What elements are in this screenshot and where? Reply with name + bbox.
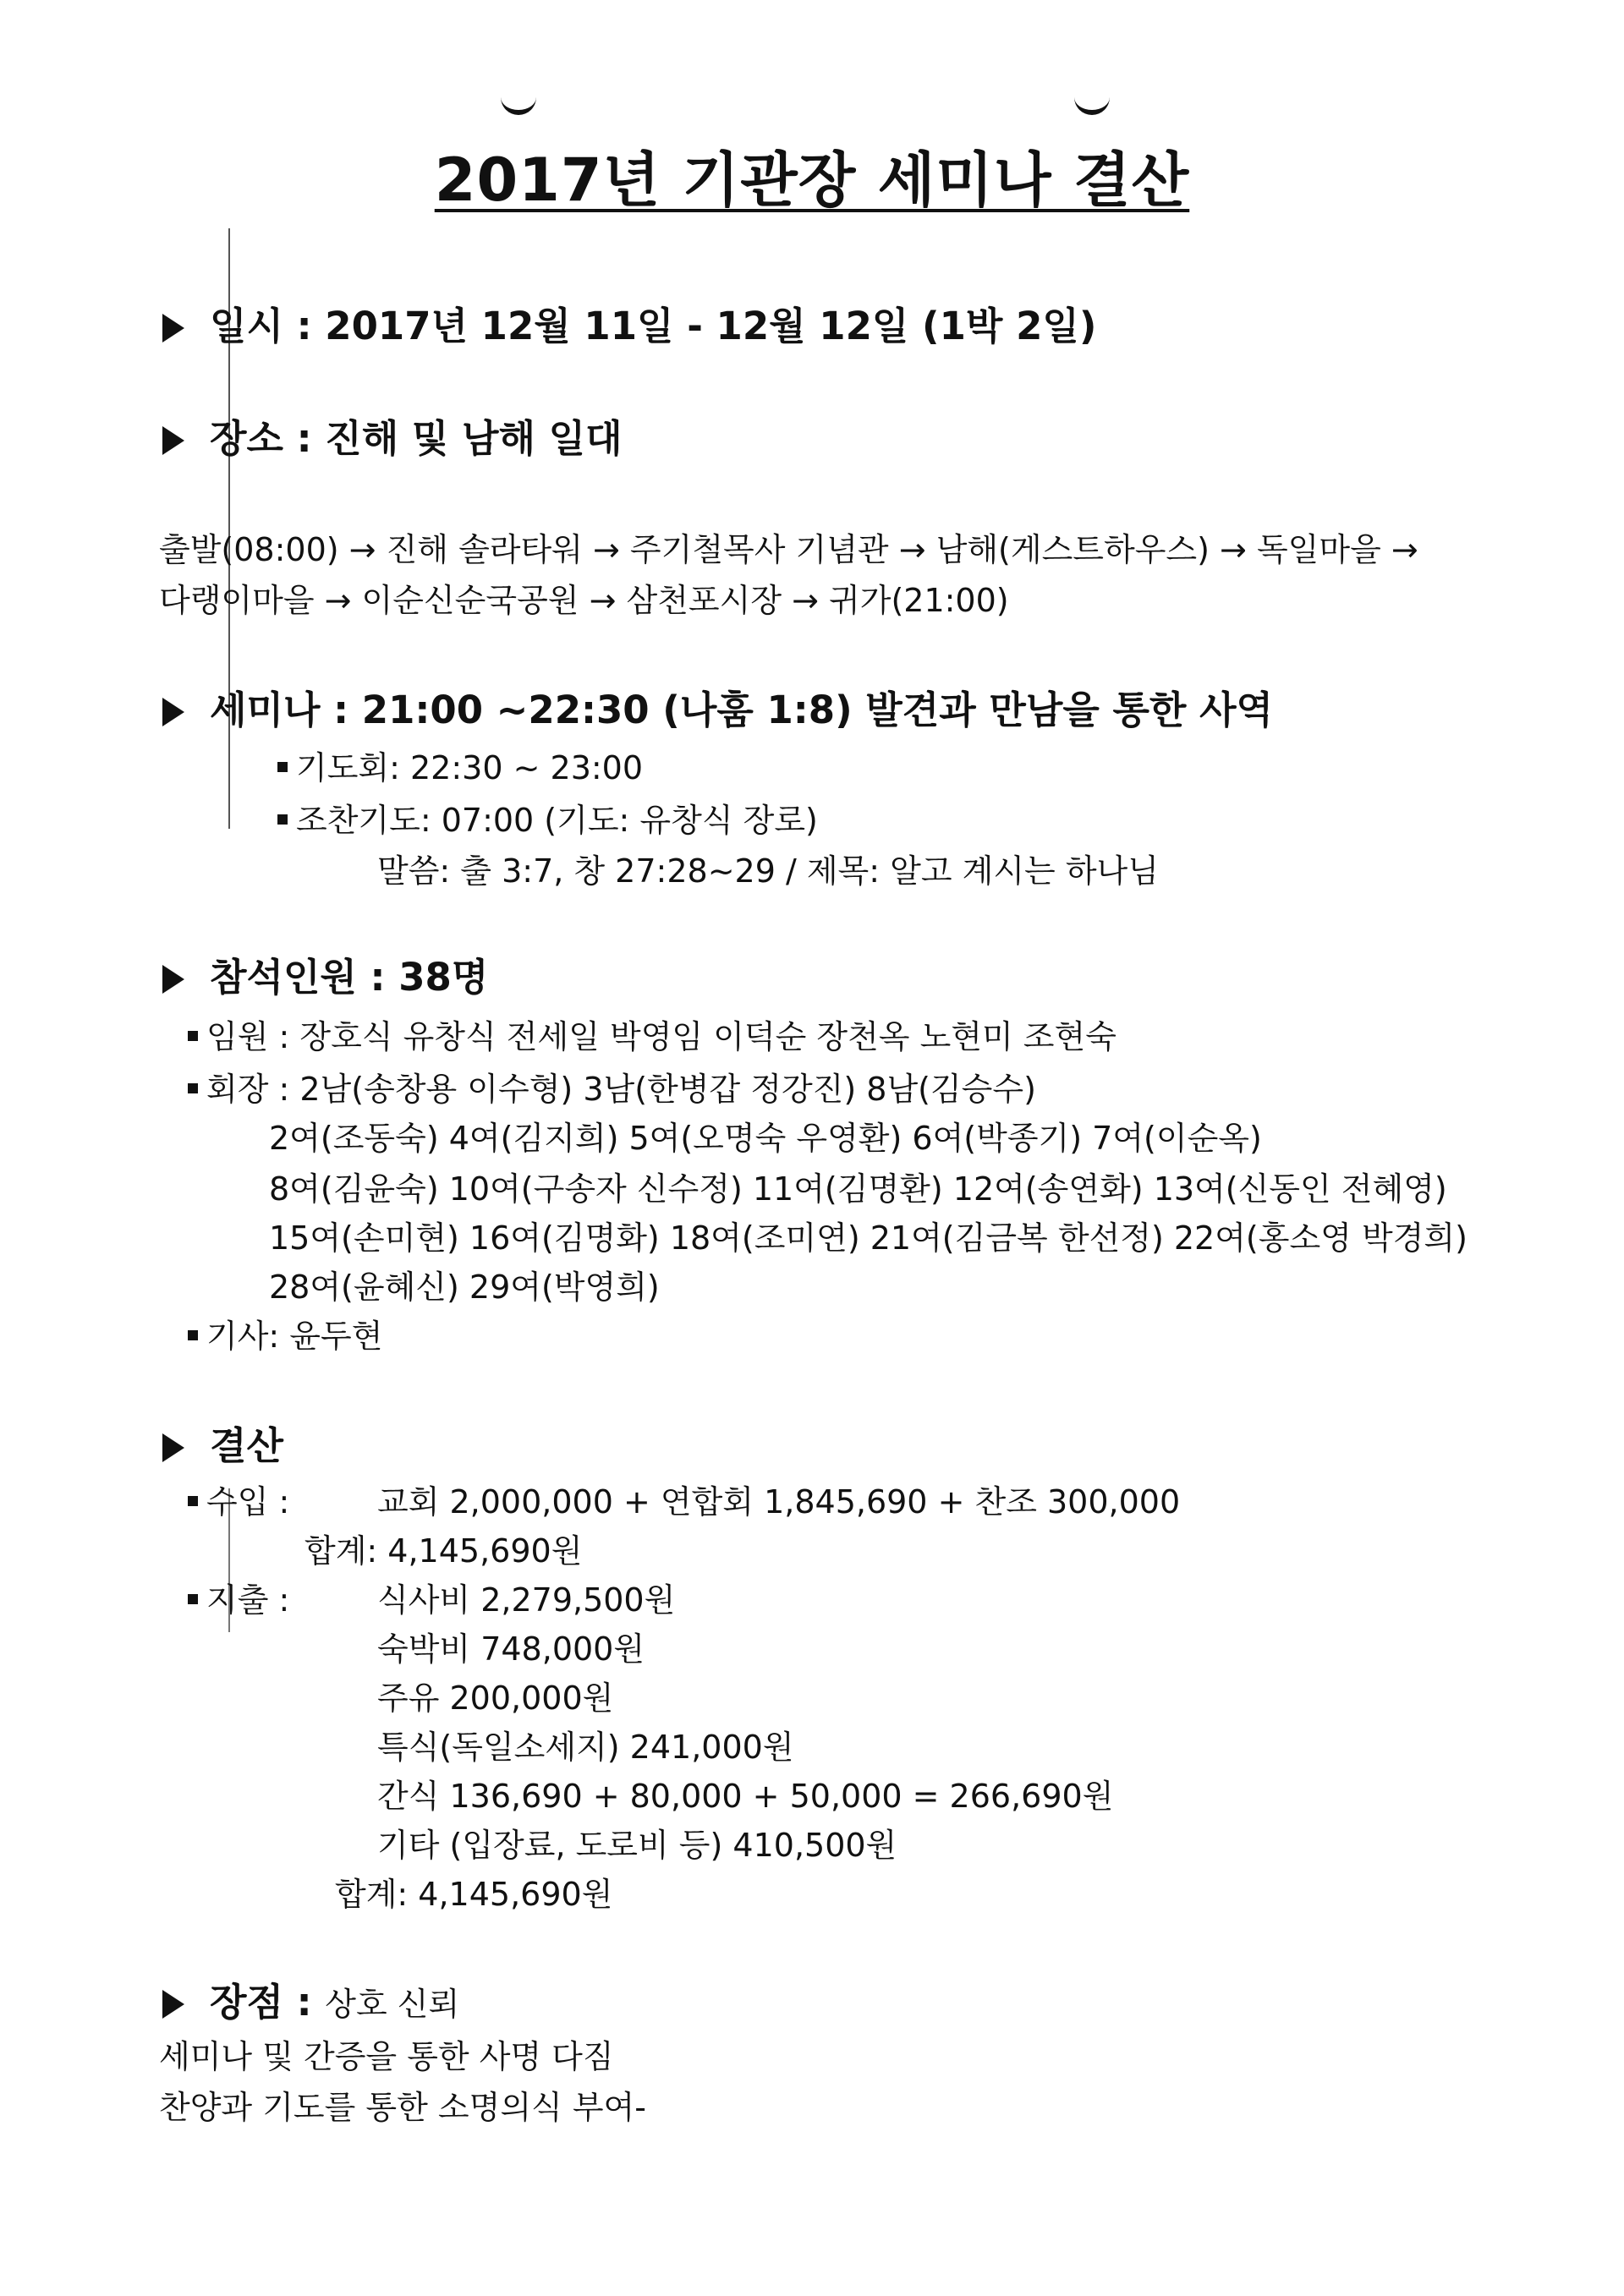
document-title: 2017년 기관장 세미나 결산 (434, 145, 1190, 215)
morning-prayer: 조찬기도: 07:00 (기도: 유창식 장로) (277, 798, 818, 842)
schedule-heading: 일시 : 2017년 12월 11일 - 12월 12일 (1박 2일) (162, 301, 1096, 352)
square-bullet-icon (277, 762, 288, 772)
place-heading: 장소 : 진해 및 남해 일대 (162, 414, 623, 464)
bullet-triangle-icon (162, 1990, 184, 2019)
presidents-line-3: 8여(김윤숙) 10여(구송자 신수정) 11여(김명환) 12여(송연화) 13여(신동인 전혜영) (269, 1170, 1447, 1208)
square-bullet-icon (188, 1031, 198, 1041)
merits-line-1: 세미나 및 간증을 통한 사명 다짐 (159, 2038, 614, 2075)
income-value: 교회 2,000,000 + 연합회 1,845,690 + 찬조 300,000 (377, 1483, 1181, 1521)
presidents-line-5: 28여(윤혜신) 29여(박영희) (269, 1269, 660, 1306)
square-bullet-icon (277, 814, 288, 825)
expense-item: 특식(독일소세지) 241,000원 (377, 1729, 794, 1766)
expense-item: 주유 200,000원 (377, 1680, 614, 1717)
expense-item: 식사비 2,279,500원 (377, 1581, 676, 1619)
income-label: 수입 : (188, 1480, 289, 1524)
expense-label: 지출 : (188, 1578, 289, 1622)
square-bullet-icon (188, 1330, 198, 1340)
expense-item: 숙박비 748,000원 (377, 1630, 645, 1668)
driver: 기사: 윤두현 (188, 1314, 382, 1358)
presidents-line-1: 회장 : 2남(송창용 이수형) 3남(한병갑 정강진) 8남(김승수) (188, 1067, 1036, 1111)
income-total: 합계: 4,145,690원 (304, 1532, 583, 1570)
presidents-line-2: 2여(조동숙) 4여(김지희) 5여(오명숙 우영환) 6여(박종기) 7여(이순옥) (269, 1120, 1262, 1157)
square-bullet-icon (188, 1496, 198, 1506)
scan-mark-left (501, 91, 536, 115)
sermon: 말씀: 출 3:7, 창 27:28~29 / 제목: 알고 계시는 하나님 (377, 852, 1159, 890)
officers: 임원 : 장호식 유창식 전세일 박영임 이덕순 장천옥 노현미 조현숙 (188, 1015, 1116, 1059)
route-line-1: 출발(08:00) → 진해 솔라타워 → 주기철목사 기념관 → 남해(게스트하우스) → 독일마을 → (159, 531, 1418, 568)
bullet-triangle-icon (162, 426, 184, 455)
seminar-heading: 세미나 : 21:00 ~22:30 (나훔 1:8) 발견과 만남을 통한 사역 (162, 685, 1273, 736)
attendees-heading: 참석인원 : 38명 (162, 952, 488, 1003)
expense-item: 기타 (입장료, 도로비 등) 410,500원 (377, 1827, 897, 1864)
expense-item: 간식 136,690 + 80,000 + 50,000 = 266,690원 (377, 1778, 1114, 1815)
merits-line-2: 찬양과 기도를 통한 소명의식 부여- (159, 2089, 646, 2126)
merits-heading: 장점 : 상호 신뢰 (162, 1977, 459, 2030)
square-bullet-icon (188, 1594, 198, 1604)
prayer-meeting: 기도회: 22:30 ~ 23:00 (277, 746, 643, 790)
presidents-line-4: 15여(손미현) 16여(김명화) 18여(조미연) 21여(김금복 한선정) 22여(홍소영 박경희) (269, 1219, 1468, 1257)
expense-total: 합계: 4,145,690원 (335, 1876, 613, 1913)
bullet-triangle-icon (162, 314, 184, 342)
bullet-triangle-icon (162, 1433, 184, 1462)
route-line-2: 다랭이마을 → 이순신순국공원 → 삼천포시장 → 귀가(21:00) (159, 582, 1009, 619)
square-bullet-icon (188, 1083, 198, 1093)
scan-mark-right (1074, 91, 1110, 115)
bullet-triangle-icon (162, 698, 184, 726)
settlement-heading: 결산 (162, 1421, 283, 1471)
bullet-triangle-icon (162, 965, 184, 994)
